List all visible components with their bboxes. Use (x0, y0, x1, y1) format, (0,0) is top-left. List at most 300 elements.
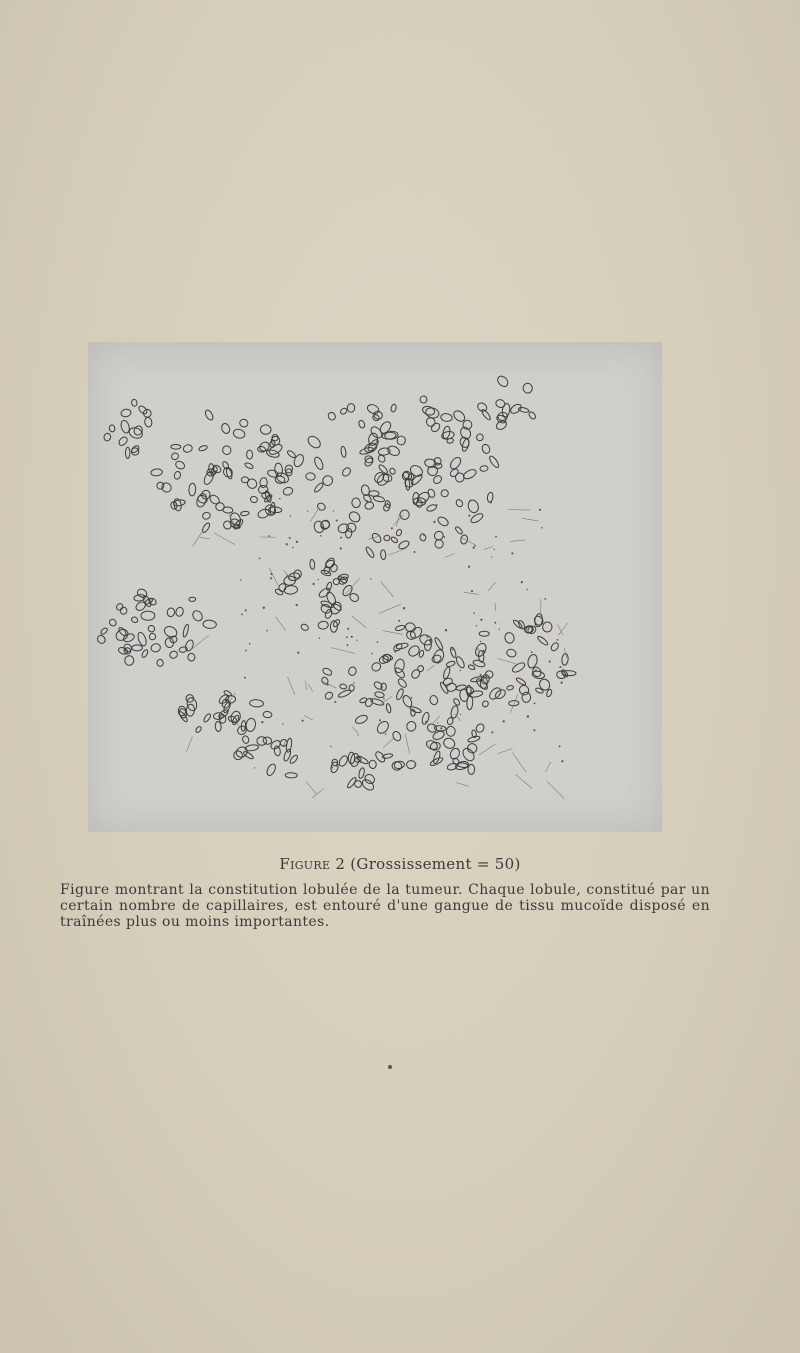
mucoid-strand (479, 744, 496, 755)
stroma-dot (491, 556, 492, 557)
mucoid-strand (331, 648, 355, 654)
capillary-outline (442, 426, 451, 440)
capillary-outline (201, 522, 211, 534)
capillary-outline (351, 497, 361, 508)
capillary-outline (247, 450, 253, 459)
capillary-outline (300, 623, 309, 632)
capillary-outline (294, 570, 302, 579)
capillary-outline (184, 639, 195, 652)
capillary-outline (421, 712, 430, 725)
mucoid-strand (381, 582, 394, 598)
capillary-outline (286, 449, 296, 458)
capillary-outline (288, 572, 301, 582)
capillary-outline (496, 374, 510, 388)
capillary-outline (117, 435, 128, 447)
stroma-dot (283, 745, 285, 747)
capillary-outline (347, 403, 355, 412)
stroma-dot (549, 660, 551, 662)
capillary-outline (404, 621, 417, 633)
capillary-outline (395, 625, 406, 632)
stroma-dot (480, 674, 482, 676)
capillary-outline (274, 746, 281, 757)
capillary-outline (495, 398, 506, 408)
mucoid-strand (546, 762, 551, 772)
capillary-outline (118, 626, 128, 636)
capillary-outline (306, 434, 323, 450)
capillary-outline (416, 664, 424, 672)
stroma-dot (391, 527, 393, 529)
capillary-outline (449, 647, 456, 658)
capillary-outline (144, 417, 153, 428)
capillary-outline (347, 510, 361, 524)
stroma-dot (327, 684, 329, 686)
mucoid-strand (510, 540, 525, 541)
capillary-outline (374, 691, 384, 698)
capillary-outline (173, 471, 181, 480)
stroma-dot (480, 619, 482, 621)
capillary-outline (250, 496, 259, 504)
capillary-outline (109, 424, 116, 432)
capillary-outline (410, 668, 421, 680)
capillary-outline (509, 700, 519, 706)
stroma-dot (307, 510, 308, 511)
capillary-outline (100, 627, 109, 635)
capillary-outline (369, 425, 384, 440)
stroma-dot (353, 682, 354, 683)
capillary-outline (341, 584, 354, 598)
capillary-outline (467, 735, 480, 743)
capillary-outline (131, 399, 137, 407)
stroma-dot (403, 607, 405, 609)
stroma-dot (340, 537, 342, 539)
capillary-outline (454, 526, 463, 535)
capillary-outline (389, 467, 397, 475)
capillary-outline (265, 763, 277, 777)
stroma-dot (477, 648, 479, 650)
caption-text: 2 (Grossissement = 50) (330, 855, 521, 873)
stroma-dot (436, 504, 438, 506)
capillary-outline (360, 778, 375, 793)
mucoid-strand (214, 533, 235, 545)
capillary-outline (426, 722, 438, 733)
capillary-outline (461, 438, 470, 452)
capillary-outline (324, 691, 334, 701)
stroma-dot (330, 746, 332, 748)
mucoid-strand (288, 677, 295, 695)
capillary-outline (405, 720, 417, 732)
capillary-outline (149, 633, 155, 640)
stroma-dot (529, 667, 531, 669)
capillary-outline (522, 383, 533, 394)
capillary-outline (442, 666, 451, 679)
stroma-dot (271, 573, 273, 575)
stroma-dot (366, 500, 368, 502)
stroma-dot (259, 558, 261, 560)
stroma-dot (423, 534, 424, 535)
stroma-dot (334, 701, 336, 703)
capillary-outline (435, 539, 444, 548)
capillary-outline (419, 533, 426, 541)
stroma-dot (494, 549, 495, 550)
capillary-outline (318, 587, 332, 599)
capillary-outline (282, 486, 293, 496)
mucoid-strand (368, 536, 378, 539)
stroma-dot (473, 546, 475, 548)
capillary-outline (455, 498, 464, 507)
capillary-outline (132, 645, 143, 651)
stroma-dot (544, 598, 546, 600)
mucoid-strand (276, 617, 286, 631)
mucoid-strand (512, 753, 526, 773)
capillary-outline (264, 490, 272, 503)
capillary-outline (447, 762, 458, 771)
mucoid-strand (522, 518, 539, 521)
capillary-outline (313, 482, 324, 494)
capillary-outline (166, 607, 175, 617)
capillary-outline (430, 422, 442, 434)
stroma-dot (313, 583, 315, 585)
mucoid-strand (497, 749, 512, 754)
mucoid-strand (495, 603, 496, 611)
stroma-dot (351, 636, 353, 638)
paper-speck (388, 1065, 392, 1069)
capillary-outline (470, 512, 485, 525)
capillary-outline (429, 756, 444, 767)
stroma-dot (346, 636, 348, 638)
capillary-outline (488, 686, 503, 701)
capillary-outline (275, 476, 285, 484)
stroma-dot (302, 720, 304, 722)
capillary-outline (448, 456, 462, 471)
capillary-outline (263, 711, 272, 718)
stroma-dot (541, 527, 543, 529)
stroma-dot (474, 545, 476, 547)
stroma-dot (292, 547, 294, 549)
stroma-dot (414, 764, 416, 766)
stroma-dot (459, 670, 460, 671)
capillary-outline (425, 739, 439, 751)
stroma-dot (559, 745, 561, 747)
stroma-dot (289, 537, 291, 539)
mucoid-strand (306, 781, 316, 793)
capillary-outline (390, 536, 398, 544)
stroma-dot (321, 605, 323, 607)
capillary-outline (391, 730, 402, 742)
capillary-outline (526, 653, 538, 668)
figure-legend: Figure montrant la constitution lobulée de la tumeur. Chaque lobule, constitué par un certain nombre de capillaires, est entouré d'une gangue de tissu mucoïde disposé en traînées plus ou moins importantes. (60, 882, 710, 930)
capillary-outline (440, 413, 452, 422)
stroma-dot (336, 519, 338, 521)
mucoid-strand (308, 684, 312, 691)
capillary-outline (453, 698, 461, 707)
stroma-dot (534, 702, 536, 704)
stroma-dot (440, 727, 442, 729)
capillary-outline (439, 681, 449, 694)
stroma-dot (245, 650, 247, 652)
capillary-outline (528, 411, 537, 421)
stroma-dot (480, 641, 482, 643)
stroma-dot (403, 696, 405, 698)
capillary-outline (562, 670, 576, 676)
stroma-dot (561, 682, 563, 684)
mucoid-strand (464, 592, 479, 594)
stroma-dot (398, 625, 399, 626)
stroma-dot (559, 666, 561, 668)
capillary-outline (191, 609, 204, 623)
stroma-dot (444, 536, 446, 538)
capillary-outline (536, 635, 548, 646)
capillary-outline (322, 667, 333, 677)
stroma-dot (495, 536, 497, 538)
capillary-outline (358, 767, 365, 779)
mucoid-strand (510, 694, 518, 713)
mucoid-strand (389, 549, 406, 556)
stroma-dot (356, 640, 357, 641)
caption-label: Figure (279, 855, 331, 873)
capillary-outline (446, 660, 456, 667)
capillary-outline (240, 511, 249, 516)
capillary-outline (373, 495, 385, 502)
capillary-outline (182, 444, 193, 454)
capillary-outline (310, 559, 316, 569)
capillary-outline (509, 403, 523, 416)
stroma-dot (268, 535, 270, 537)
capillary-outline (398, 539, 411, 550)
capillary-outline (386, 703, 392, 713)
capillary-outline (506, 685, 514, 691)
stroma-dot (347, 644, 349, 646)
stroma-dot (385, 733, 387, 735)
capillary-outline (473, 642, 488, 659)
stroma-dot (491, 731, 493, 733)
capillary-outline (203, 713, 212, 723)
stroma-dot (468, 566, 470, 568)
stroma-dot (286, 575, 288, 577)
figure-caption (0, 855, 800, 873)
mucoid-strand (427, 665, 434, 670)
stroma-dot (535, 670, 537, 672)
capillary-outline (332, 619, 340, 628)
capillary-outline (475, 433, 484, 442)
stroma-dot (245, 609, 247, 611)
capillary-outline (122, 632, 135, 643)
capillary-outline (187, 653, 195, 661)
stroma-dot (335, 765, 337, 767)
capillary-outline (372, 414, 381, 422)
mucoid-strand (312, 789, 323, 798)
capillary-outline (204, 409, 215, 421)
stroma-dot (490, 501, 492, 503)
stroma-dot (474, 669, 475, 670)
capillary-outline (501, 403, 510, 417)
capillary-outline (326, 582, 333, 591)
capillary-outline (369, 760, 377, 769)
capillary-outline (375, 719, 390, 735)
capillary-outline (96, 634, 107, 645)
capillary-outline (189, 597, 196, 602)
capillary-outline (434, 637, 444, 651)
stroma-dot (319, 637, 321, 639)
stroma-dot (411, 697, 413, 699)
capillary-outline (195, 726, 202, 734)
capillary-outline (120, 408, 131, 417)
capillary-outline (442, 736, 456, 750)
stroma-dot (503, 720, 505, 722)
capillary-outline (151, 468, 163, 476)
stroma-dot (469, 500, 471, 502)
stroma-dot (468, 515, 470, 517)
stroma-dot (494, 622, 496, 624)
stroma-dot (266, 630, 268, 632)
mucoid-strand (564, 648, 567, 659)
capillary-outline (495, 414, 507, 425)
capillary-outline (446, 717, 453, 725)
capillary-outline (285, 772, 297, 778)
capillary-outline (374, 750, 386, 763)
capillary-outline (338, 754, 349, 767)
capillary-outline (220, 422, 231, 434)
stroma-dot (249, 643, 251, 645)
mucoid-strand (484, 546, 493, 550)
stroma-dot (383, 698, 385, 700)
stroma-dot (499, 629, 500, 630)
capillary-outline (380, 550, 386, 560)
stroma-dot (244, 677, 246, 679)
capillary-outline (365, 546, 375, 559)
stroma-dot (427, 636, 429, 638)
capillary-outline (396, 435, 406, 445)
capillary-outline (340, 446, 346, 458)
stroma-dot (254, 767, 255, 768)
capillary-outline (481, 443, 491, 454)
histology-micrograph (88, 342, 662, 832)
capillary-outline (383, 535, 390, 541)
stroma-dot (360, 761, 362, 763)
capillary-outline (260, 477, 268, 488)
capillary-outline (125, 656, 134, 666)
capillary-outline (535, 687, 544, 694)
capillary-outline (461, 746, 477, 763)
capillary-outline (399, 509, 411, 521)
capillary-outline (245, 744, 259, 752)
capillary-outline (391, 761, 402, 771)
stroma-dot (511, 552, 513, 554)
mucoid-strand (547, 781, 565, 798)
capillary-outline (156, 659, 163, 667)
capillary-outline (223, 690, 232, 697)
capillary-outline (245, 718, 256, 732)
capillary-outline (409, 706, 421, 714)
capillary-outline (550, 641, 560, 652)
capillary-outline (390, 404, 397, 413)
stroma-dot (394, 651, 396, 653)
stroma-dot (297, 651, 299, 653)
capillary-outline (518, 684, 531, 697)
capillary-outline (147, 624, 156, 633)
capillary-outline (103, 433, 111, 442)
stroma-dot (279, 498, 280, 499)
stroma-dot (320, 535, 322, 537)
capillary-outline (305, 472, 315, 480)
capillary-outline (515, 677, 526, 686)
mucoid-strand (508, 510, 530, 511)
mucoid-strand (193, 529, 204, 546)
mucoid-strand (456, 783, 469, 787)
stroma-dot (539, 509, 541, 511)
capillary-outline (449, 468, 460, 479)
mucoid-strand (444, 554, 454, 558)
capillary-outline (522, 692, 531, 702)
capillary-outline (364, 501, 374, 510)
mucoid-strand (396, 514, 399, 527)
stroma-dot (263, 607, 265, 609)
capillary-outline (467, 499, 480, 514)
capillary-outline (419, 395, 427, 403)
mucoid-strand (306, 681, 307, 690)
capillary-outline (313, 520, 325, 534)
stroma-dot (333, 510, 334, 511)
stroma-dot (340, 547, 342, 549)
capillary-outline (395, 529, 402, 537)
capillary-outline (136, 588, 148, 599)
capillary-outline (436, 515, 449, 527)
mucoid-strand (186, 737, 192, 752)
stroma-dot (379, 719, 381, 721)
capillary-outline (327, 411, 337, 421)
capillary-outline (366, 403, 380, 415)
capillary-outline (480, 465, 489, 472)
stroma-dot (282, 723, 283, 724)
stroma-dot (521, 581, 523, 583)
mucoid-strand (379, 604, 401, 613)
stroma-dot (483, 688, 485, 690)
stroma-dot (296, 541, 298, 543)
stroma-dot (483, 650, 485, 652)
capillary-outline (141, 649, 149, 658)
capillary-outline (232, 749, 244, 761)
capillary-outline (156, 482, 165, 490)
capillary-outline (142, 408, 152, 418)
stroma-dot (357, 734, 358, 735)
capillary-outline (369, 491, 379, 497)
capillary-outline (108, 618, 117, 627)
stroma-dot (331, 766, 333, 768)
capillary-outline (358, 420, 366, 429)
capillary-outline (345, 528, 352, 538)
capillary-outline (479, 631, 489, 636)
capillary-outline (408, 625, 423, 640)
mucoid-strand (200, 537, 210, 539)
capillary-outline (262, 736, 272, 745)
capillary-outline (266, 449, 280, 459)
capillary-outline (198, 445, 208, 452)
stroma-dot (414, 551, 416, 553)
capillary-outline (339, 407, 348, 415)
capillary-outline (249, 699, 263, 707)
capillary-outline (347, 666, 357, 676)
capillary-outline (182, 624, 189, 638)
stroma-dot (471, 590, 473, 592)
mucoid-strand (405, 733, 410, 753)
mucoid-strand (383, 631, 403, 635)
capillary-outline (386, 444, 401, 457)
capillary-outline (221, 445, 232, 456)
capillary-outline (359, 697, 367, 704)
capillary-outline (160, 481, 173, 494)
stroma-dot (557, 639, 559, 641)
capillary-outline (313, 456, 325, 471)
stroma-dot (290, 515, 291, 516)
